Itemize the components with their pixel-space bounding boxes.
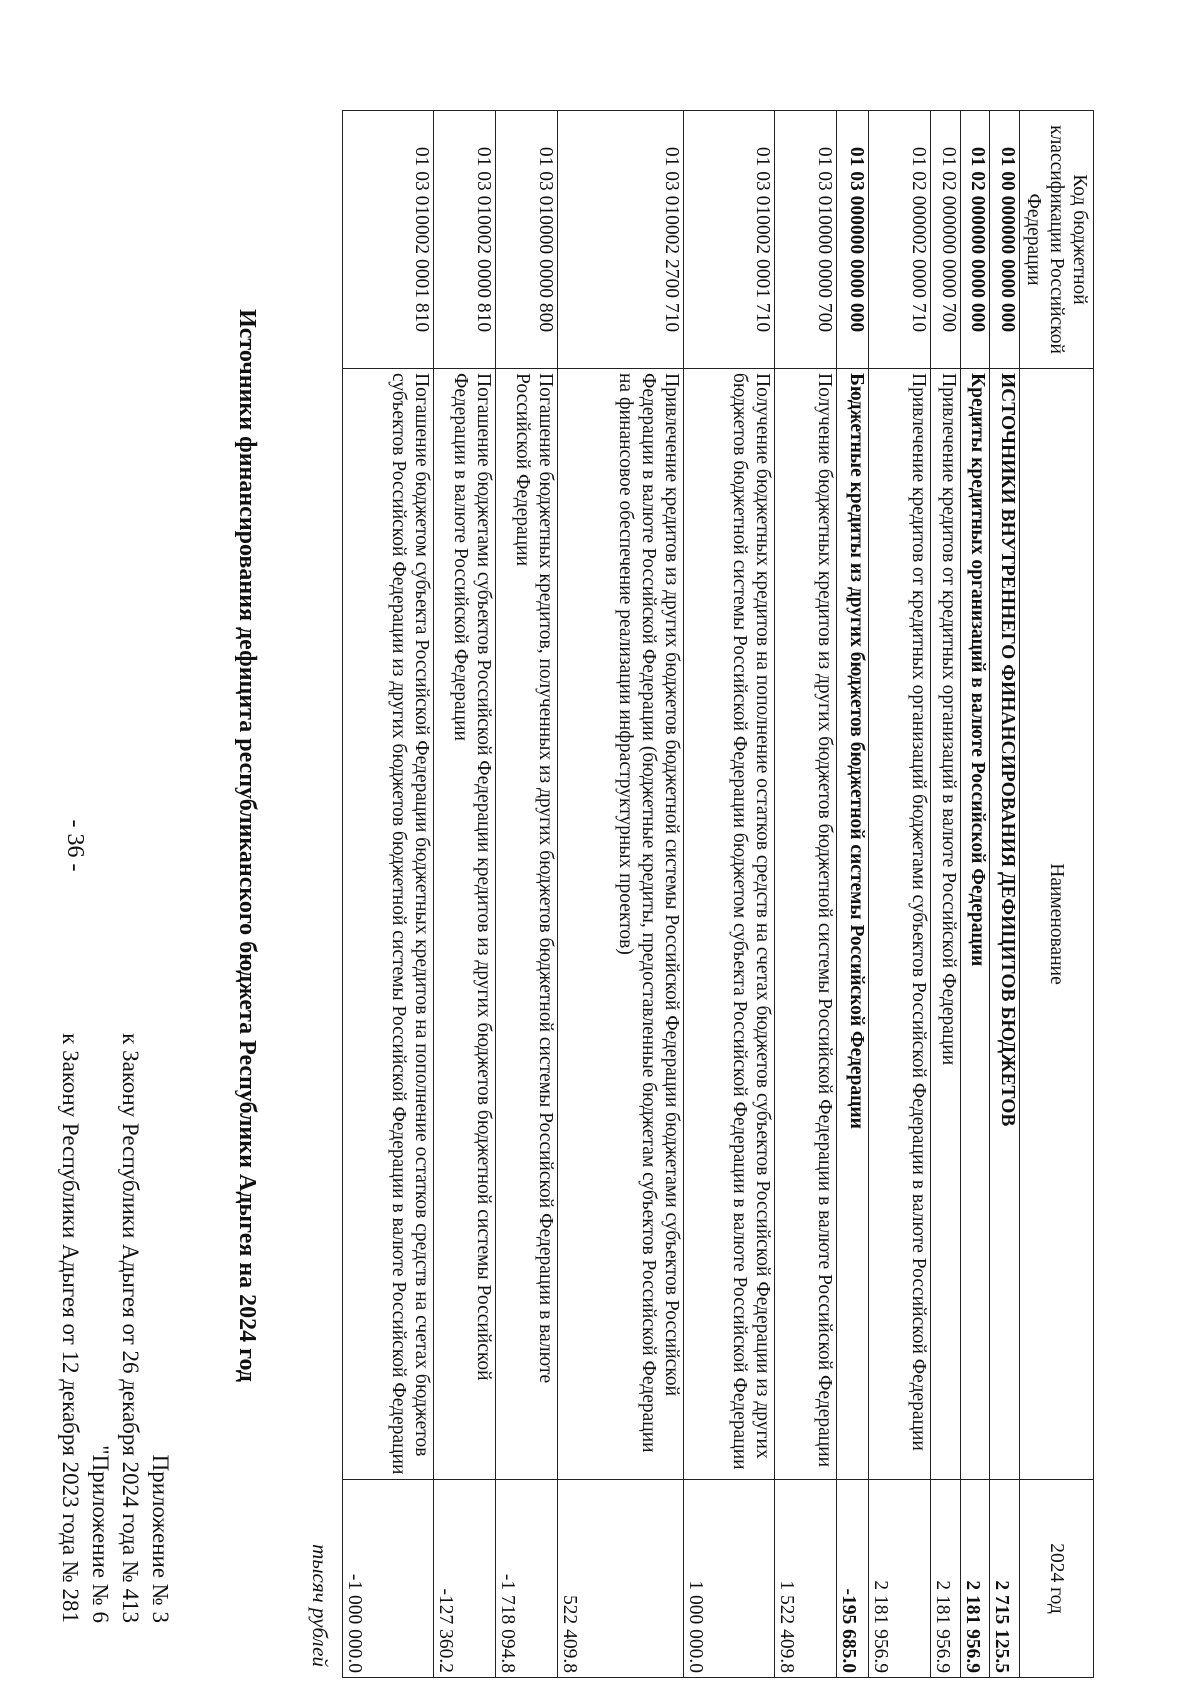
table-row xyxy=(869,111,931,1678)
row-name: Привлечение кредитов из других бюджетов бюджетной системы Российской Федерации бюджетами субъектов Российской Федерации в валюте Российской Федерации (бюджетные кредиты, предоставленные бюджетам субъектов Российской Федерации на финансовое обеспечение реализации инфраструктурных проектов) xyxy=(558,369,684,1480)
row-name: Привлечение кредитов от кредитных организаций в валюте Российской Федерации xyxy=(931,369,961,1480)
appendix-header xyxy=(55,1033,175,1623)
row-code: 01 02 000000 0000 700 xyxy=(931,111,961,369)
row-code: 01 03 010002 2700 710 xyxy=(558,111,684,369)
header-name: Наименование xyxy=(1020,369,1094,1480)
row-code: 01 02 000002 0000 710 xyxy=(869,111,931,369)
table-row xyxy=(990,111,1020,1678)
table-row xyxy=(775,111,837,1678)
row-code: 01 03 000000 0000 000 xyxy=(837,111,869,369)
page-number: - 36 - xyxy=(62,819,88,872)
appendix-line-1: Приложение № 3 xyxy=(148,1454,173,1623)
row-name: Погашение бюджетами субъектов Российской Федерации кредитов из других бюджетов бюджетной системы Российской Федерации в валюте Российской Федерации xyxy=(434,369,496,1480)
table-row xyxy=(343,111,435,1678)
row-code: 01 03 010000 0000 800 xyxy=(496,111,558,369)
row-value: 2 181 956.9 xyxy=(960,1480,990,1678)
row-value: 2 181 956.9 xyxy=(869,1480,931,1678)
row-value: -195 685.0 xyxy=(837,1480,869,1678)
table-row xyxy=(496,111,558,1678)
appendix-line-3: "Приложение № 6 xyxy=(88,1445,113,1623)
row-value: 1 000 000.0 xyxy=(684,1480,775,1678)
row-code: 01 00 000000 0000 000 xyxy=(990,111,1020,369)
row-name: Погашение бюджетом субъекта Российской Федерации бюджетных кредитов на пополнение остатков средств на счетах бюджетов субъектов Российской Федерации из других бюджетов бюджетной системы Российской Федерации в валюте Российской Федерации xyxy=(343,369,435,1480)
row-name: Получение бюджетных кредитов на пополнение остатков средств на счетах бюджетов субъектов Российской Федерации из других бюджетов бюджетной системы Российской Федерации бюджетом субъекта Российской Федерации в валюте Российской Федерации xyxy=(684,369,775,1480)
table-row xyxy=(434,111,496,1678)
row-value: 522 409.8 xyxy=(558,1480,684,1678)
table-row xyxy=(684,111,775,1678)
row-code: 01 03 010002 0001 810 xyxy=(343,111,435,369)
row-value: 2 715 125.5 xyxy=(990,1480,1020,1678)
row-code: 01 03 010002 0000 810 xyxy=(434,111,496,369)
row-name: Привлечение кредитов от кредитных организаций бюджетами субъектов Российской Федерации в валюте Российской Федерации xyxy=(869,369,931,1480)
row-name: ИСТОЧНИКИ ВНУТРЕННЕГО ФИНАНСИРОВАНИЯ ДЕФИЦИТОВ БЮДЖЕТОВ xyxy=(990,369,1020,1480)
units-label: тысяч рублей xyxy=(308,1544,332,1667)
table-row xyxy=(837,111,869,1678)
row-value: -127 360.2 xyxy=(434,1480,496,1678)
row-code: 01 03 010002 0001 710 xyxy=(684,111,775,369)
row-code: 01 02 000000 0000 000 xyxy=(960,111,990,369)
row-name: Получение бюджетных кредитов из других бюджетов бюджетной системы Российской Федерации в валюте Российской Федерации xyxy=(775,369,837,1480)
table-row xyxy=(931,111,961,1678)
row-value: 1 522 409.8 xyxy=(775,1480,837,1678)
table-header-row xyxy=(1020,111,1094,1678)
row-value: 2 181 956.9 xyxy=(931,1480,961,1678)
row-name: Кредиты кредитных организаций в валюте Российской Федерации xyxy=(960,369,990,1480)
row-code: 01 03 010000 0000 700 xyxy=(775,111,837,369)
row-name: Погашение бюджетных кредитов, полученных из других бюджетов бюджетной системы Российской Федерации в валюте Российской Федерации xyxy=(496,369,558,1480)
table-row xyxy=(558,111,684,1678)
table-row xyxy=(960,111,990,1678)
appendix-line-2: к Закону Республики Адыгея от 26 декабря 2024 года № 413 xyxy=(118,1033,143,1623)
document-title: Источники финансирования дефицита республиканского бюджета Республики Адыгея на 2024 год xyxy=(234,309,260,1382)
row-name: Бюджетные кредиты из других бюджетов бюджетной системы Российской Федерации xyxy=(837,369,869,1480)
row-value: -1 000 000.0 xyxy=(343,1480,435,1678)
financing-table xyxy=(342,110,1094,1678)
appendix-line-4: к Закону Республики Адыгея от 12 декабря 2023 года № 281 xyxy=(58,1033,83,1623)
header-code: Код бюджетной классификации Российской Федерации xyxy=(1020,111,1094,369)
header-year: 2024 год xyxy=(1020,1480,1094,1678)
row-value: -1 718 094.8 xyxy=(496,1480,558,1678)
